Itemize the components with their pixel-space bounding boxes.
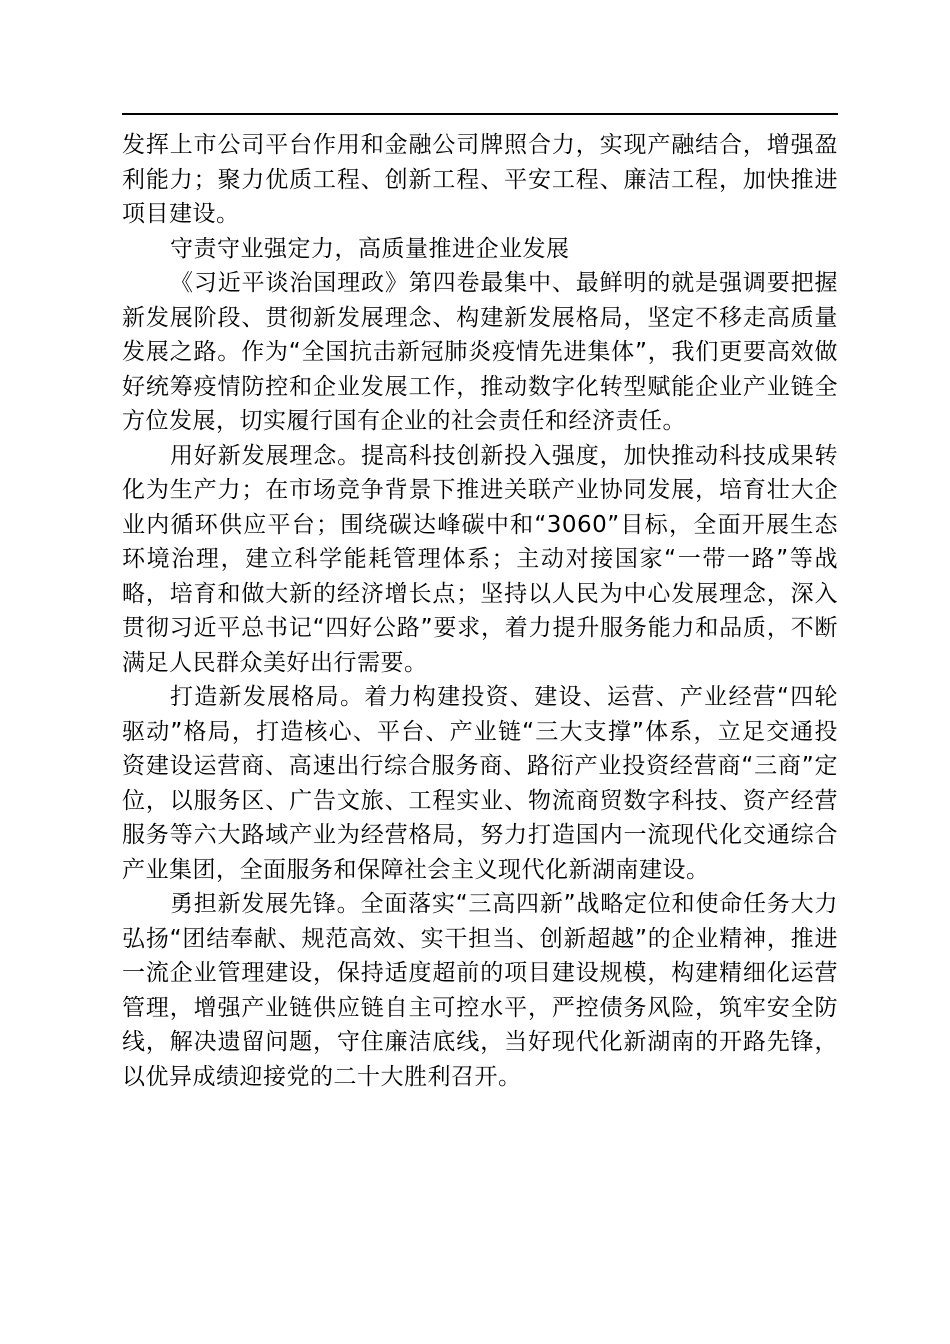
paragraph-new-development-pattern: 打造新发展格局。着力构建投资、建设、运营、产业经营“四轮驱动”格局，打造核心、平台、产业链“三大支撑”体系，立足交通投资建设运营商、高速出行综合服务商、路衍产业投资经营商“三商”定位，以服务区、广告文旅、工程实业、物流商贸数字科技、资产经营服务等六大路域产业为经营格局，努力打造国内一流现代化交通综合产业集团，全面服务和保障社会主义现代化新湖南建设。 [122, 684, 838, 883]
paragraph-new-development-concept: 用好新发展理念。提高科技创新投入强度，加快推动科技成果转化为生产力；在市场竞争背景下推进关联产业协同发展，培育壮大企业内循环供应平台；围绕碳达峰碳中和“3060”目标，全面开展生态环境治理，建立科学能耗管理体系；主动对接国家“一带一路”等战略，培育和做大新的经济增长点；坚持以人民为中心发展理念，深入贯彻习近平总书记“四好公路”要求，着力提升服务能力和品质，不断满足人民群众美好出行需要。 [122, 442, 838, 676]
section-heading: 守责守业强定力，高质量推进企业发展 [170, 235, 570, 262]
paragraph-new-development-pioneer: 勇担新发展先锋。全面落实“三高四新”战略定位和使命任务大力弘扬“团结奉献、规范高效、实干担当、创新超越”的企业精神，推进一流企业管理建设，保持适度超前的项目建设规模，构建精细化运营管理，增强产业链供应链自主可控水平，严控债务风险，筑牢安全防线，解决遗留问题，守住廉洁底线，当好现代化新湖南的开路先锋，以优异成绩迎接党的二十大胜利召开。 [122, 891, 838, 1090]
paragraph-continuation: 发挥上市公司平台作用和金融公司牌照合力，实现产融结合，增强盈利能力；聚力优质工程、创新工程、平安工程、廉洁工程，加快推进项目建设。 [122, 132, 838, 227]
header-rule [122, 113, 838, 115]
paragraph-intro: 《习近平谈治国理政》第四卷最集中、最鲜明的就是强调要把握新发展阶段、贯彻新发展理念、构建新发展格局，坚定不移走高质量发展之路。作为“全国抗击新冠肺炎疫情先进集体”，我们更要高效做好统筹疫情防控和企业发展工作，推动数字化转型赋能企业产业链全方位发展，切实履行国有企业的社会责任和经济责任。 [122, 270, 838, 434]
body-text [122, 128, 838, 1094]
